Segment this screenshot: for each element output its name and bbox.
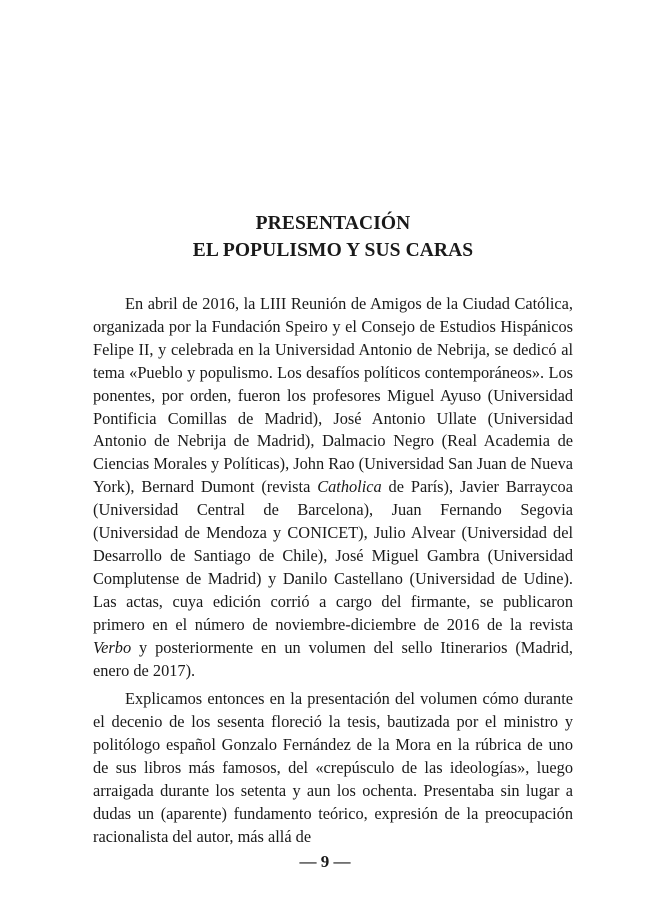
chapter-title: PRESENTACIÓN xyxy=(255,213,411,234)
paragraph-1-part-1: En abril de 2016, la LIII Reunión de Amigos de la Ciudad Católica, organizada por la Fundación Speiro y el Consejo de Estudios Hispánicos Felipe II, y celebrada en la Universidad Antonio de Nebrija, se dedicó al tema «Pueblo y populismo. Los desafíos políticos contemporáneos». Los ponentes, por orden, fueron los profesores Miguel Ayuso (Universidad Pontificia Comillas de Madrid), José Antonio Ullate (Universidad Antonio de Nebrija de Madrid), Dalmacio Negro (Real Academia de Ciencias Morales y Políticas), John Rao (Universidad San Juan de Nueva York), Bernard Dumont (revista xyxy=(93,294,573,497)
body-text xyxy=(93,293,573,855)
journal-title-catholica: Catholica xyxy=(317,477,382,497)
paragraph-2: Explicamos entonces en la presentación del volumen cómo durante el decenio de los sesenta floreció la tesis, bautizada por el ministro y politólogo español Gonzalo Fernández de la Mora en la rúbrica de uno de sus libros más famosos, del «crepúsculo de las ideologías», luego arraigada durante los setenta y aun los ochenta. Presentaba sin lugar a dudas un (aparente) fundamento teórico, expresión de la preocupación racionalista del autor, más allá de xyxy=(93,689,573,846)
chapter-subtitle: EL POPULISMO Y SUS CARAS xyxy=(192,240,474,261)
paragraph-1 xyxy=(93,293,573,682)
paragraph-1-part-2: de París), Javier Barraycoa (Universidad Central de Barcelona), Juan Fernando Segovia (Universidad de Mendoza y CONICET), Julio Alvear (Universidad del Desarrollo de Santiago de Chile), José Miguel Gambra (Universidad Complutense de Madrid) y Danilo Castellano (Universidad de Udine). Las actas, cuya edición corrió a cargo del firmante, se publicaron primero en el número de noviembre-diciembre de 2016 de la revista xyxy=(93,477,573,634)
page-number: — 9 — xyxy=(299,852,351,871)
journal-title-verbo: Verbo xyxy=(93,637,132,657)
paragraph-1-part-3: y posteriormente en un volumen del sello Itinerarios (Madrid, enero de 2017). xyxy=(93,637,573,680)
